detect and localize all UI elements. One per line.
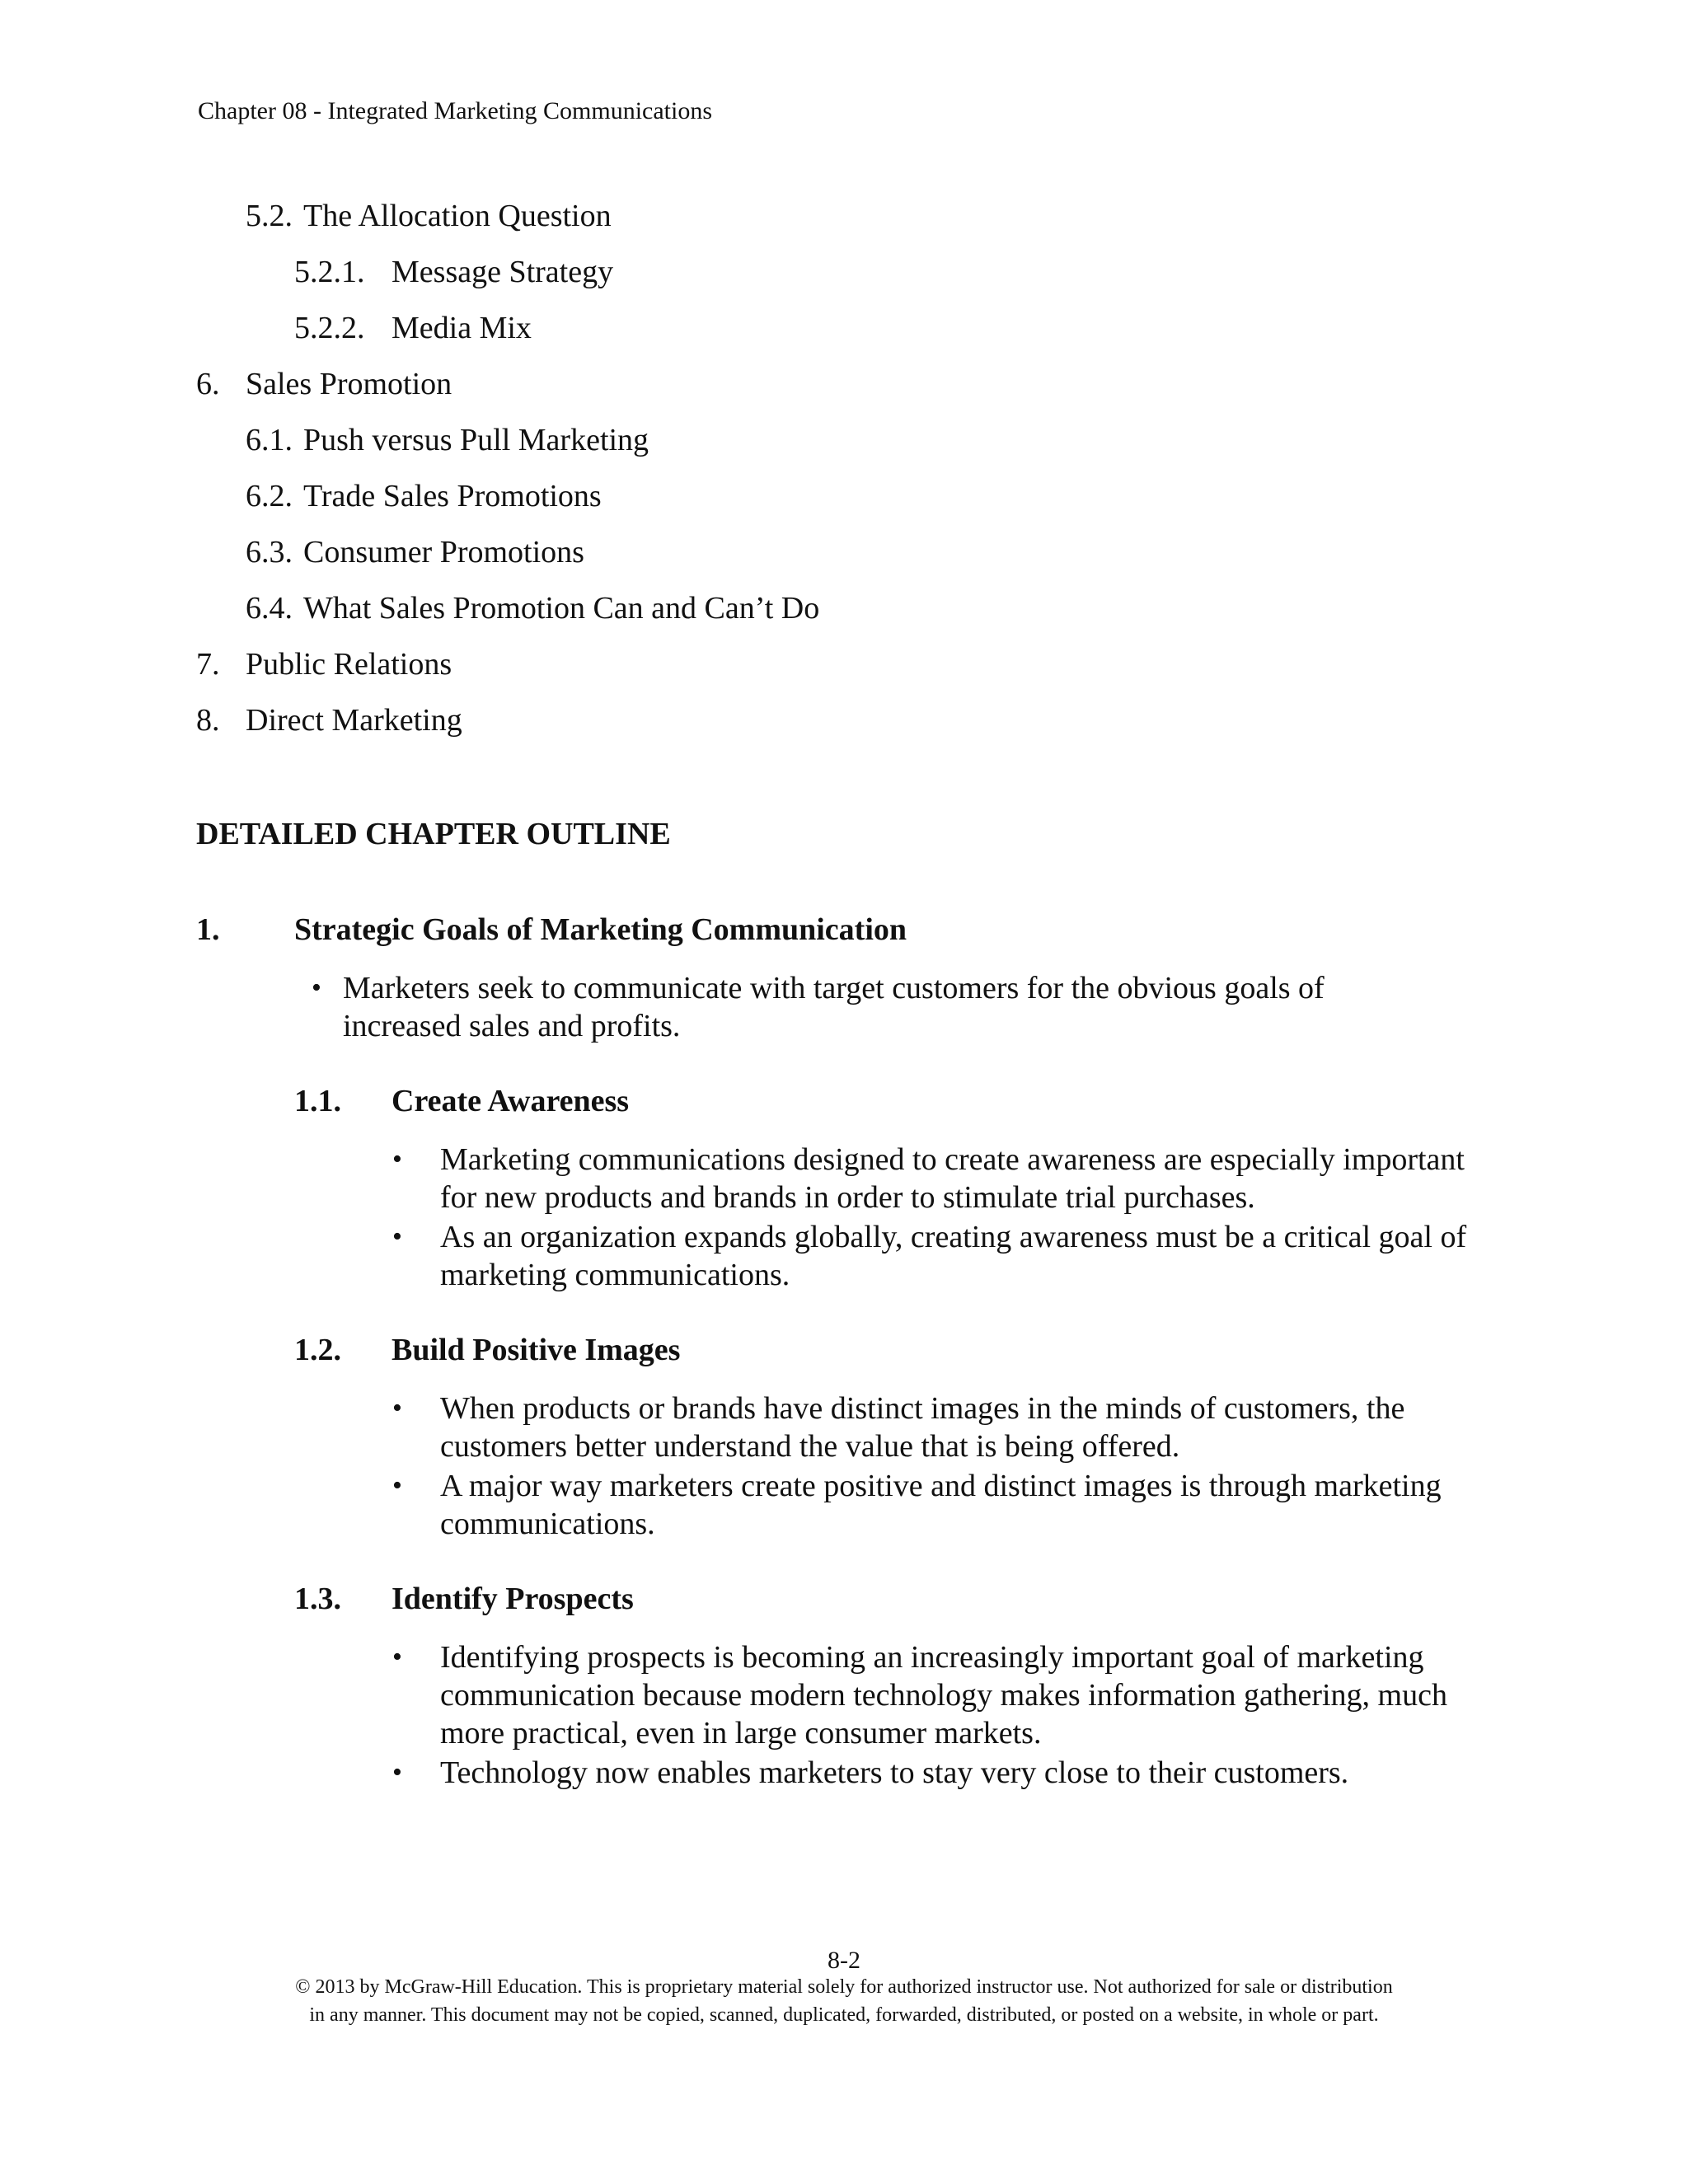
toc-item-label: Sales Promotion bbox=[246, 367, 452, 401]
toc-item-label: Push versus Pull Marketing bbox=[303, 423, 649, 457]
section-title: Strategic Goals of Marketing Communication bbox=[294, 912, 907, 947]
toc-item-label: Direct Marketing bbox=[246, 703, 462, 738]
subsection-title: Build Positive Images bbox=[392, 1333, 681, 1367]
toc-item-number: 6.2. bbox=[246, 479, 293, 513]
toc-item-number: 6.4. bbox=[246, 591, 293, 626]
subsection-number: 1.3. bbox=[294, 1582, 341, 1616]
page-number: 8-2 bbox=[828, 1947, 860, 1974]
toc-item-label: The Allocation Question bbox=[303, 199, 612, 233]
subsection-bullet-text: A major way marketers create positive and distinct images is through marketing communications. bbox=[440, 1469, 1442, 1541]
copyright-line: © 2013 by McGraw-Hill Education. This is proprietary material solely for authorized instructor use. Not authorized for sale or distribution bbox=[295, 1976, 1393, 1998]
toc-item-label: Message Strategy bbox=[392, 255, 614, 289]
bullet-dot: • bbox=[392, 1470, 402, 1501]
bullet-dot: • bbox=[392, 1757, 402, 1788]
bullet-dot: • bbox=[392, 1393, 402, 1423]
bullet-dot: • bbox=[392, 1221, 402, 1252]
subsection-bullet-text: Marketing communications designed to create awareness are especially important for new products and brands in order to stimulate trial purchases. bbox=[440, 1142, 1465, 1215]
subsection-bullet-text: Technology now enables marketers to stay very close to their customers. bbox=[440, 1755, 1349, 1790]
copyright-line: in any manner. This document may not be copied, scanned, duplicated, forwarded, distributed, or posted on a website, in whole or part. bbox=[309, 2004, 1379, 2026]
toc-item-label: Consumer Promotions bbox=[303, 535, 584, 569]
toc-item-number: 7. bbox=[196, 647, 220, 682]
subsection-number: 1.2. bbox=[294, 1333, 341, 1367]
outline-title: DETAILED CHAPTER OUTLINE bbox=[196, 817, 671, 851]
section-number: 1. bbox=[196, 912, 220, 947]
subsection-bullet-text: Identifying prospects is becoming an increasingly important goal of marketing communication because modern technology makes information gathering, much more practical, even in large consumer markets. bbox=[440, 1640, 1447, 1750]
subsection-title: Create Awareness bbox=[392, 1084, 630, 1118]
toc-item-number: 5.2. bbox=[246, 199, 293, 233]
toc-item-label: What Sales Promotion Can and Can’t Do bbox=[303, 591, 820, 626]
bullet-dot: • bbox=[392, 1642, 402, 1672]
toc-item-number: 5.2.2. bbox=[294, 311, 365, 345]
running-header: Chapter 08 - Integrated Marketing Communications bbox=[198, 97, 713, 124]
subsection-bullet-text: When products or brands have distinct images in the minds of customers, the customers better understand the value that is being offered. bbox=[440, 1391, 1405, 1464]
subsection-bullet-text: As an organization expands globally, creating awareness must be a critical goal of marketing communications. bbox=[440, 1220, 1467, 1292]
toc-item-number: 6. bbox=[196, 367, 220, 401]
toc-item-label: Media Mix bbox=[392, 311, 532, 345]
bullet-dot: • bbox=[312, 972, 321, 1003]
section-bullet-text: Marketers seek to communicate with target customers for the obvious goals of increased sales and profits. bbox=[343, 971, 1325, 1043]
toc-item-label: Trade Sales Promotions bbox=[303, 479, 602, 513]
toc-item-number: 6.1. bbox=[246, 423, 293, 457]
subsection-title: Identify Prospects bbox=[392, 1582, 634, 1616]
subsection-number: 1.1. bbox=[294, 1084, 341, 1118]
bullet-dot: • bbox=[392, 1144, 402, 1174]
toc-item-number: 6.3. bbox=[246, 535, 293, 569]
toc-item-number: 8. bbox=[196, 703, 220, 738]
toc-item-label: Public Relations bbox=[246, 647, 452, 682]
toc-item-number: 5.2.1. bbox=[294, 255, 365, 289]
